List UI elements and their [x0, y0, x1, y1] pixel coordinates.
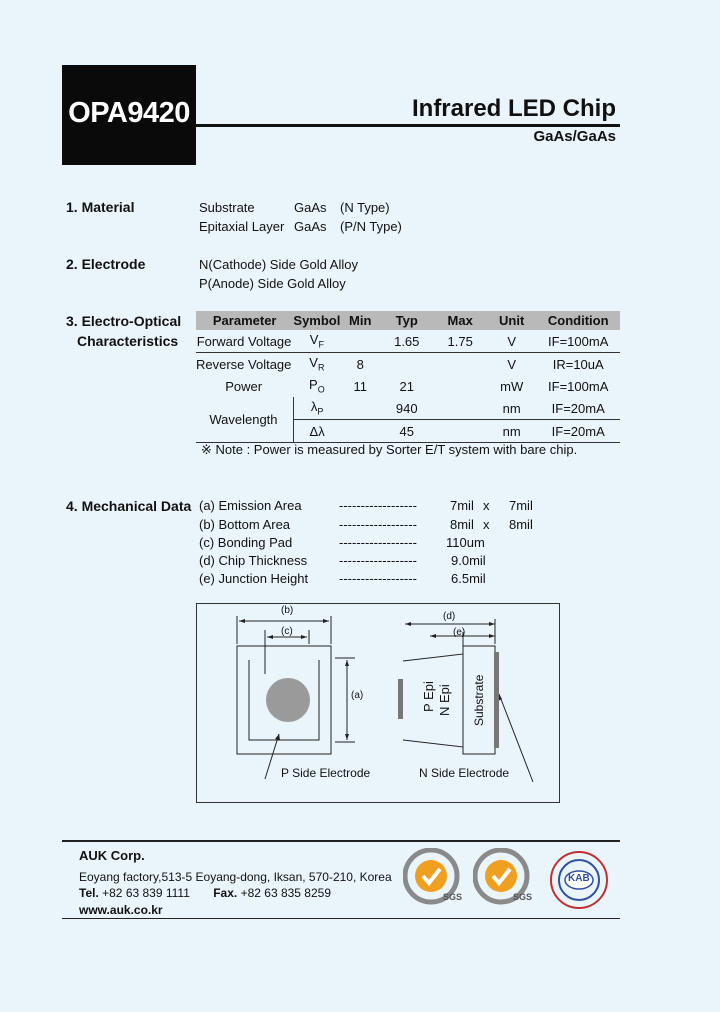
condition-cell: IR=10uA	[552, 356, 604, 372]
table-note: ※ Note : Power is measured by Sorter E/T system with bare chip.	[201, 442, 578, 457]
mechanical-x: x	[483, 517, 490, 532]
label-d: (d)	[443, 611, 456, 622]
table-row	[196, 375, 620, 397]
typ-cell: 940	[380, 397, 433, 420]
mechanical-label: (b) Bottom Area	[199, 517, 291, 532]
p-side-electrode-label: P Side Electrode	[281, 766, 371, 780]
unit-cell: mW	[500, 378, 524, 394]
mechanical-value: 8mil	[450, 517, 474, 532]
electrode-line: P(Anode) Side Gold Alloy	[199, 276, 346, 291]
parameter-cell: Reverse Voltage	[196, 356, 292, 372]
label-e: (e)	[453, 627, 466, 638]
mechanical-label: (a) Emission Area	[199, 498, 302, 513]
material-label: Epitaxial Layer	[199, 219, 285, 234]
parameter-cell: Power	[225, 378, 263, 394]
part-number: OPA9420	[68, 97, 190, 129]
document-subtitle: GaAs/GaAs	[533, 128, 616, 145]
column-header: Symbol	[293, 313, 341, 328]
website-link[interactable]: www.auk.co.kr	[79, 903, 163, 917]
table-row	[196, 330, 620, 353]
material-note: (N Type)	[340, 200, 390, 215]
mechanical-heading: 4. Mechanical Data	[66, 498, 192, 514]
p-electrode-bar	[398, 679, 403, 719]
document-title: Infrared LED Chip	[411, 95, 616, 122]
table-row	[196, 397, 620, 420]
condition-cell: IF=20mA	[536, 397, 620, 420]
symbol-cell: Δλ	[293, 420, 340, 443]
n-side-electrode-label: N Side Electrode	[419, 766, 510, 780]
mechanical-x: x	[483, 498, 490, 513]
mechanical-dashes: ------------------	[339, 571, 417, 586]
electrode-line: N(Cathode) Side Gold Alloy	[199, 257, 358, 272]
tel-number: +82 63 839 1111	[102, 886, 190, 900]
min-cell	[340, 330, 380, 353]
material-value: GaAs	[294, 200, 327, 215]
p-electrode-leader	[265, 734, 279, 779]
symbol-cell: $V_R$	[309, 355, 325, 373]
substrate-label: Substrate	[472, 674, 486, 726]
tel-label: Tel.	[79, 886, 99, 900]
typ-cell: 21	[399, 378, 414, 394]
unit-cell: V	[507, 356, 516, 372]
condition-cell: IF=20mA	[536, 420, 620, 443]
company-name: AUK Corp.	[79, 848, 145, 863]
min-cell: 8	[356, 356, 364, 372]
mechanical-value: 9.0mil	[451, 553, 486, 568]
label-a: (a)	[351, 690, 364, 701]
column-header: Parameter	[196, 311, 293, 330]
n-electrode-bar	[494, 652, 499, 748]
typ-cell: 1.65	[380, 330, 433, 353]
material-note: (P/N Type)	[340, 219, 402, 234]
typ-cell: 45	[380, 420, 433, 443]
mechanical-dashes: ------------------	[339, 535, 417, 550]
electro-optical-table	[196, 311, 620, 443]
table-row	[196, 353, 620, 376]
table-header-row	[196, 311, 620, 330]
sgs-label: SGS	[513, 892, 533, 902]
column-header: Condition	[536, 311, 620, 330]
min-cell	[340, 420, 380, 443]
footer-divider-bottom	[62, 918, 620, 919]
condition-cell: IF=100mA	[548, 378, 609, 394]
mechanical-label: (e) Junction Height	[199, 571, 309, 586]
max-cell: 1.75	[433, 330, 486, 353]
mechanical-value: 7mil	[450, 498, 474, 513]
max-cell	[433, 397, 486, 420]
symbol-cell: $\lambda_P$	[293, 397, 340, 420]
column-header: Min	[340, 311, 380, 330]
symbol-cell: $P_O$	[309, 377, 325, 395]
title-divider	[196, 124, 620, 127]
max-cell	[433, 375, 486, 397]
p-epi-label: P Epi	[421, 681, 436, 712]
min-cell	[340, 397, 380, 420]
mechanical-value2: 8mil	[509, 517, 533, 532]
max-cell	[433, 420, 486, 443]
mechanical-value: 110um	[446, 535, 485, 550]
mechanical-dashes: ------------------	[339, 517, 417, 532]
n-epi-label: N Epi	[437, 684, 452, 716]
condition-cell: IF=100mA	[536, 330, 620, 353]
mechanical-value2: 7mil	[509, 498, 533, 513]
column-header: Unit	[487, 311, 537, 330]
parameter-cell: Forward Voltage	[196, 330, 293, 353]
bonding-pad	[266, 678, 310, 722]
certification-badge-2	[473, 848, 535, 910]
unit-cell: nm	[487, 420, 537, 443]
mechanical-label: (c) Bonding Pad	[199, 535, 293, 550]
column-header: Typ	[380, 311, 433, 330]
mechanical-dashes: ------------------	[339, 553, 417, 568]
fax-number: +82 63 835 8259	[240, 886, 331, 900]
certification-badge-1	[403, 848, 465, 910]
mechanical-label: (d) Chip Thickness	[199, 553, 308, 568]
material-label: Substrate	[199, 200, 255, 215]
electro-optical-heading: 3. Electro-Optical	[66, 313, 182, 329]
column-header: Max	[433, 311, 486, 330]
unit-cell: nm	[487, 397, 537, 420]
mechanical-dashes: ------------------	[339, 498, 417, 513]
sgs-label: SGS	[443, 892, 463, 902]
kab-label: KAB	[568, 873, 590, 884]
parameter-cell: Wavelength	[196, 397, 293, 443]
label-c: (c)	[281, 626, 293, 637]
symbol-cell: $V_F$	[293, 330, 340, 353]
unit-cell: V	[487, 330, 537, 353]
part-number-box	[62, 65, 196, 165]
fax-label: Fax.	[213, 886, 238, 900]
contact-line	[79, 886, 331, 900]
electro-optical-heading-2: Characteristics	[77, 333, 179, 349]
chip-diagram	[196, 603, 560, 803]
kab-badge	[544, 850, 614, 910]
label-b: (b)	[281, 605, 294, 616]
company-address: Eoyang factory,513-5 Eoyang-dong, Iksan, 570-210, Korea	[79, 870, 392, 884]
min-cell: 11	[353, 378, 367, 394]
max-cell	[433, 353, 486, 376]
footer-divider-top	[62, 840, 620, 842]
typ-cell	[380, 353, 433, 376]
material-heading: 1. Material	[66, 199, 135, 215]
mechanical-value: 6.5mil	[451, 571, 486, 586]
electrode-heading: 2. Electrode	[66, 256, 146, 272]
material-value: GaAs	[294, 219, 327, 234]
